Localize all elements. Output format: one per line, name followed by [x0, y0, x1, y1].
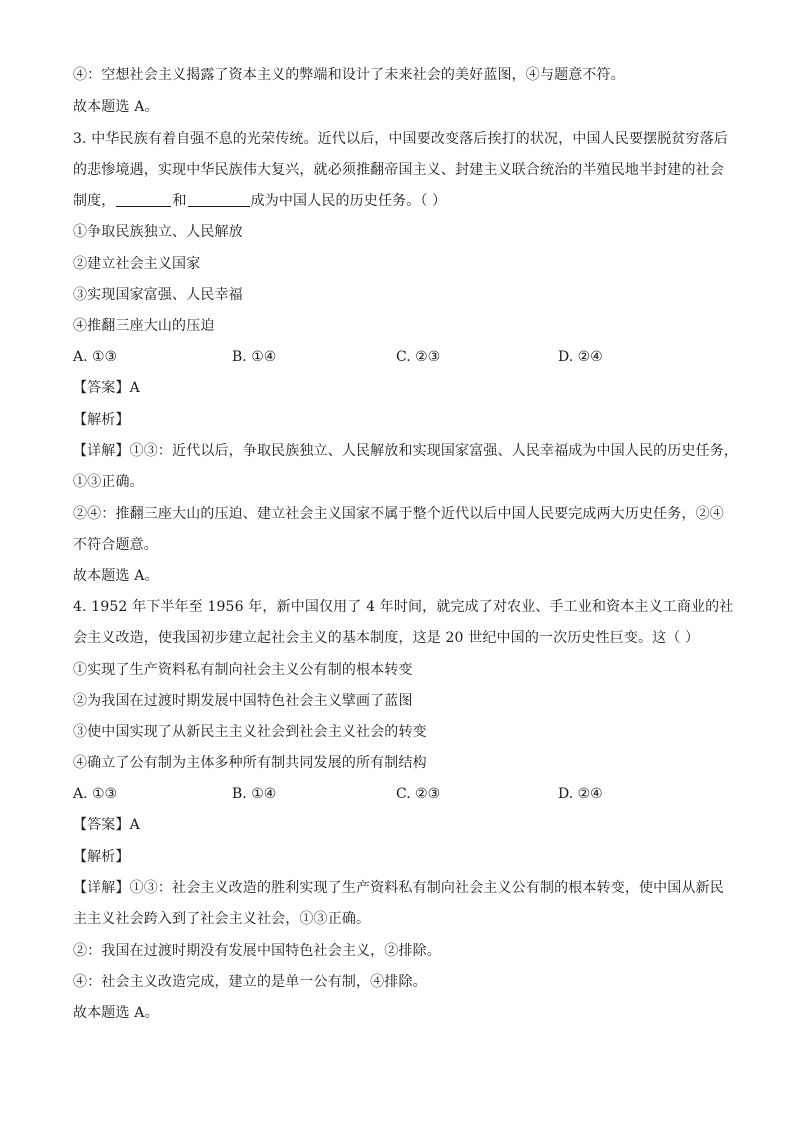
question-3-choice-d: D. ②④ — [558, 349, 603, 365]
question-3-analysis-heading: 【解析】 — [73, 412, 130, 428]
question-3-statement: ①争取民族独立、人民解放 — [73, 224, 243, 240]
question-3-detail: 【详解】①③：近代以后，争取民族独立、人民解放和实现国家富强、人民幸福成为中国人民的历史任务， — [73, 443, 739, 459]
stem-text: 制度， — [73, 193, 116, 209]
question-4-choice-a: A. ①③ — [73, 786, 118, 802]
question-4-stem: 会主义改造，使我国初步建立起社会主义的基本制度，这是 20 世纪中国的一次历史性巨变。这（ ） — [73, 630, 700, 646]
question-4-choice-d: D. ②④ — [558, 786, 603, 802]
question-4-answer: 【答案】A — [73, 817, 140, 833]
question-4-detail: ②：我国在过渡时期没有发展中国特色社会主义，②排除。 — [73, 943, 441, 959]
question-4-conclusion: 故本题选 A。 — [73, 1005, 159, 1021]
stem-text: 和 — [172, 193, 187, 209]
question-4-statement: ③使中国实现了从新民主主义社会到社会主义社会的转变 — [73, 724, 427, 740]
answer-blank — [188, 192, 250, 207]
question-3-choice-b: B. ①④ — [232, 349, 277, 365]
question-3-conclusion: 故本题选 A。 — [73, 568, 159, 584]
analysis-line: ④：空想社会主义揭露了资本主义的弊端和设计了未来社会的美好蓝图，④与题意不符。 — [73, 67, 625, 83]
question-3-stem: 3. 中华民族有着自强不息的光荣传统。近代以后，中国要改变落后挨打的状况，中国人民要摆脱贫穷落后 — [73, 131, 729, 147]
question-3-answer: 【答案】A — [73, 380, 140, 396]
question-3-stem — [73, 192, 446, 210]
question-4-statement: ④确立了公有制为主体多种所有制共同发展的所有制结构 — [73, 755, 427, 771]
answer-blank — [116, 192, 171, 207]
question-3-detail: 不符合题意。 — [73, 537, 158, 553]
question-4-stem: 4. 1952 年下半年至 1956 年，新中国仅用了 4 年时间，就完成了对农业、手工业和资本主义工商业的社 — [73, 599, 734, 615]
question-4-statement: ①实现了生产资料私有制向社会主义公有制的根本转变 — [73, 662, 413, 678]
question-4-detail: 主主义社会跨入到了社会主义社会，①③正确。 — [73, 911, 371, 927]
question-4-detail: 【详解】①③：社会主义改造的胜利实现了生产资料私有制向社会主义公有制的根本转变，使中国从新民 — [73, 880, 724, 896]
question-4-detail: ④：社会主义改造完成，建立的是单一公有制，④排除。 — [73, 974, 427, 990]
conclusion-line: 故本题选 A。 — [73, 99, 159, 115]
question-3-choice-a: A. ①③ — [73, 349, 118, 365]
question-3-statement: ④推翻三座大山的压迫 — [73, 318, 215, 334]
question-4-choice-b: B. ①④ — [232, 786, 277, 802]
question-3-statement: ③实现国家富强、人民幸福 — [73, 287, 243, 303]
question-3-statement: ②建立社会主义国家 — [73, 256, 201, 272]
question-4-choice-c: C. ②③ — [396, 786, 441, 802]
question-3-detail: ①③正确。 — [73, 474, 144, 490]
question-4-statement: ②为我国在过渡时期发展中国特色社会主义擘画了蓝图 — [73, 693, 413, 709]
stem-text: 成为中国人民的历史任务。（ ） — [250, 193, 447, 209]
question-3-stem: 的悲惨境遇，实现中华民族伟大复兴，就必须推翻帝国主义、封建主义联合统治的半殖民地半封建的社会 — [73, 162, 724, 178]
question-4-analysis-heading: 【解析】 — [73, 849, 130, 865]
question-3-choice-c: C. ②③ — [396, 349, 441, 365]
question-3-detail: ②④：推翻三座大山的压迫、建立社会主义国家不属于整个近代以后中国人民要完成两大历史任务，②④ — [73, 506, 724, 522]
